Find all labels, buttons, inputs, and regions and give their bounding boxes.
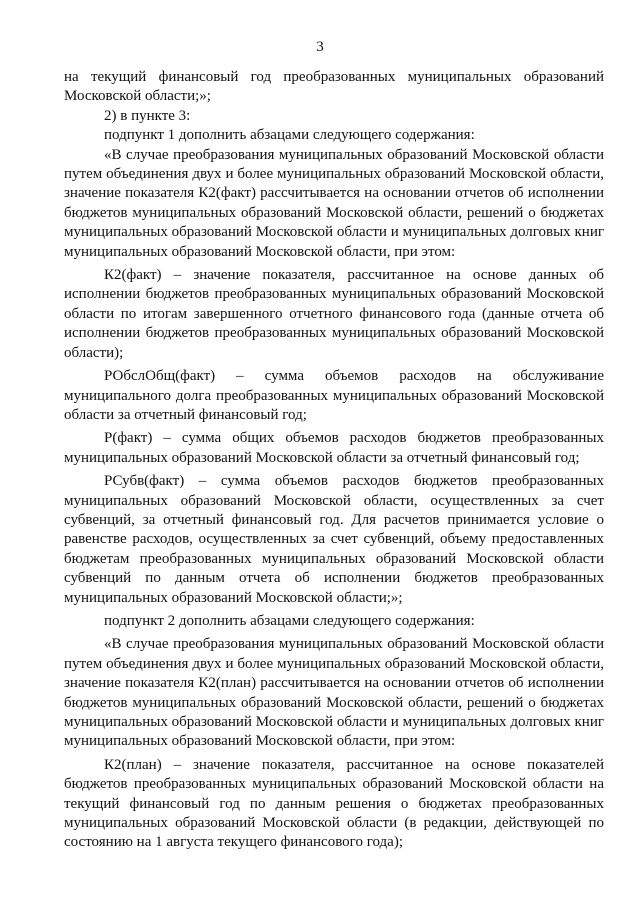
- paragraph-rsubv-fact: РСубв(факт) – сумма объемов расходов бюджетов преобразованных муниципальных образований Московской области, осуществленных за счет субвенций, за отчетный финансовый год. Для расчетов принимается условие о равенстве расходов, осуществленных за счет субвенций, объему предоставленных бюджетам преобразованных муниципальных образований Московской области субвенций по данным отчета об исполнении бюджетов преобразованных муниципальных образований Московской области;»;: [64, 473, 604, 606]
- paragraph-item-2: 2) в пункте 3:: [104, 107, 191, 124]
- paragraph-subitem-2-intro: подпункт 2 дополнить абзацами следующего содержания:: [104, 612, 475, 629]
- paragraph-k2-fact: К2(факт) – значение показателя, рассчитанное на основе данных об исполнении бюджетов преобразованных муниципальных образований Московской области по итогам завершенного отчетного финансового года (данные отчета об исполнении бюджетов преобразованных муниципальных образований Московской области);: [64, 267, 604, 361]
- paragraph-robsl-fact: РОбслОбщ(факт) – сумма объемов расходов на обслуживание муниципального долга преобразованных муниципальных образований Московской области за отчетный финансовый год;: [64, 368, 604, 423]
- paragraph-subitem-1-intro: подпункт 1 дополнить абзацами следующего содержания:: [104, 127, 475, 144]
- document-body: [64, 68, 604, 853]
- paragraph-quote-fact: «В случае преобразования муниципальных образований Московской области путем объединения двух и более муниципальных образований Московской области, значение показателя К2(факт) рассчитывается на основании отчетов об исполнении бюджетов муниципальных образований Московской области, решений о бюджетах муниципальных образований Московской области и муниципальных долговых книг муниципальных образований Московской области, при этом:: [64, 146, 604, 260]
- paragraph-quote-plan: «В случае преобразования муниципальных образований Московской области путем объединения двух и более муниципальных образований Московской области, значение показателя К2(план) рассчитывается на основании отчетов об исполнении бюджетов муниципальных образований Московской области, решений о бюджетах муниципальных образований Московской области и муниципальных долговых книг муниципальных образований Московской области, при этом:: [64, 636, 604, 750]
- paragraph-k2-plan: К2(план) – значение показателя, рассчитанное на основе показателей бюджетов преобразованных муниципальных образований Московской области на текущий финансовый год по данным решения о бюджетах преобразованных муниципальных образований Московской области (в редакции, действующей по состоянию на 1 августа текущего финансового года);: [64, 756, 604, 851]
- paragraph-r-fact: Р(факт) – сумма общих объемов расходов бюджетов преобразованных муниципальных образований Московской области за отчетный финансовый год;: [64, 430, 604, 466]
- page-number: 3: [316, 39, 324, 55]
- paragraph-continuation: на текущий финансовый год преобразованных муниципальных образований Московской области;»;: [64, 69, 604, 105]
